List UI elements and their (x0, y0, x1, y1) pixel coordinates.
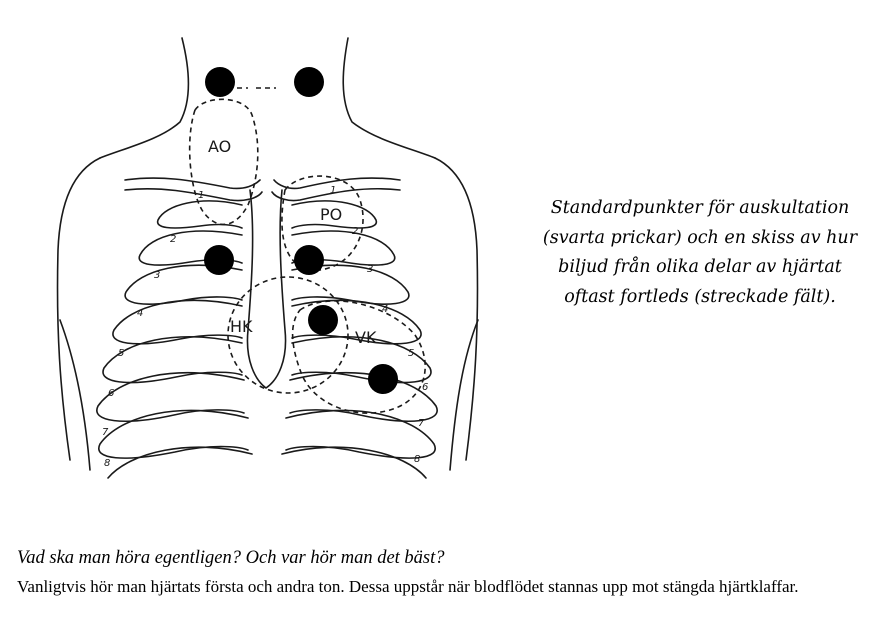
caption-line: (svarta prickar) och en skiss av hur (542, 227, 858, 248)
rib-number-right-3: 3 (367, 264, 374, 275)
auscultation-point-aortic (204, 245, 234, 275)
rib-number-right-8: 8 (414, 454, 421, 465)
auscultation-point-pulmonic (294, 245, 324, 275)
figure-caption (525, 194, 875, 312)
neck-outline-left (100, 38, 189, 158)
rib-number-left-3: 3 (154, 270, 161, 281)
rib-number-left-8: 8 (104, 458, 111, 469)
auscultation-point-carotid-left (205, 67, 235, 97)
caption-line: Standardpunkter för auskultation (550, 198, 850, 218)
rib-number-left-1: 1 (198, 190, 205, 201)
auscultation-point-tricuspid (308, 305, 338, 335)
left-side-outline (60, 320, 90, 470)
left-clavicle-lower (125, 189, 262, 201)
rib-number-left-7: 7 (102, 427, 109, 438)
sternum (247, 190, 285, 388)
body-paragraph: Vanligtvis hör man hjärtats första och andra ton. Dessa uppstår när blodflödet stannas upp mot stängda hjärtklaffar. (17, 577, 799, 596)
chest-sketch (30, 30, 510, 490)
label-vk: VK (355, 328, 377, 347)
rib-number-left-6: 6 (108, 388, 115, 399)
label-po: PO (320, 205, 343, 224)
rib-number-right-4: 4 (382, 304, 389, 315)
auscultation-diagram (30, 30, 510, 490)
neck-outline-right (343, 38, 435, 158)
auscultation-point-mitral (368, 364, 398, 394)
rib-number-left-2: 2 (170, 234, 177, 245)
label-ao: AO (208, 137, 232, 156)
rib-number-right-1: 1 (330, 185, 337, 196)
rib-number-right-2: 2 (352, 226, 359, 237)
rib-number-right-7: 7 (418, 418, 425, 429)
rib-number-left-5: 5 (118, 348, 125, 359)
rib-number-right-6: 6 (422, 382, 429, 393)
left-arm-outline (58, 158, 101, 460)
auscultation-point-carotid-right (294, 67, 324, 97)
rib-number-left-4: 4 (137, 308, 144, 319)
caption-line: oftast fortleds (streckade fält). (564, 286, 836, 307)
caption-line: biljud från olika delar av hjärtat (558, 257, 842, 277)
label-hk: HK (230, 317, 253, 336)
aortic-field (190, 99, 258, 224)
rib-number-right-5: 5 (408, 348, 415, 359)
section-question: Vad ska man höra egentligen? Och var hör man det bäst? (17, 548, 445, 568)
